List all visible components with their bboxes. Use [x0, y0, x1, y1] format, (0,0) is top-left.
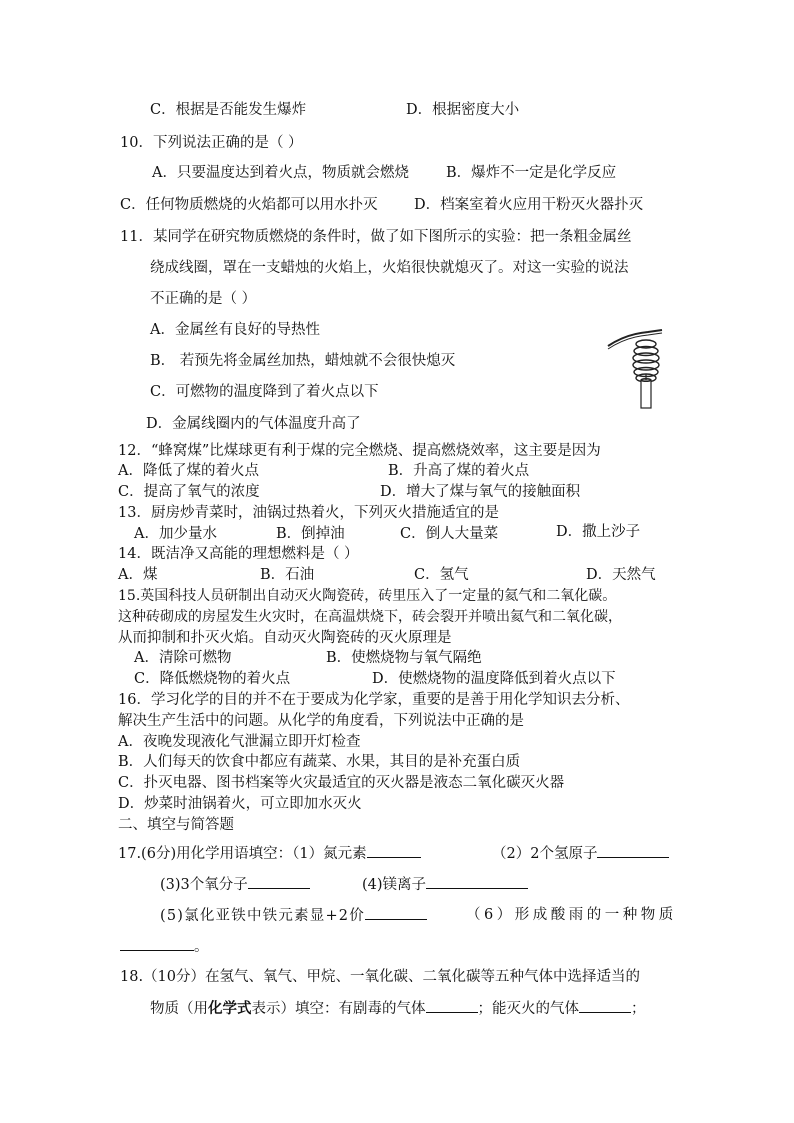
q15-stem-line1: 15.英国科技人员研制出自动灭火陶瓷砖，砖里压入了一定量的氦气和二氧化碳。 — [118, 588, 617, 604]
q14-option-d: D．天然气 — [586, 567, 656, 583]
q17-part4 — [362, 874, 528, 895]
q17-line1 — [118, 843, 421, 864]
q18-stem-2b: 化学式 — [208, 1000, 252, 1017]
q17-blank-5[interactable] — [365, 905, 427, 920]
q15-option-c: C．降低燃烧物的着火点 — [134, 671, 291, 687]
q9-option-d: D．根据密度大小 — [406, 102, 520, 118]
q11-stem-line1: 11．某同学在研究物质燃烧的条件时，做了如下图所示的实验：把一条粗金属丝 — [120, 229, 632, 245]
q10-option-a: A．只要温度达到着火点，物质就会燃烧 — [152, 165, 409, 181]
q18-stem-2a: 物质（用 — [150, 1001, 208, 1017]
q11-option-c: C．可燃物的温度降到了着火点以下 — [150, 384, 379, 400]
q18-stem-2d: ；能灭火的气体 — [477, 1001, 579, 1017]
q15-option-a: A．清除可燃物 — [134, 650, 232, 666]
q16-stem-line2: 解决生产生活中的问题。从化学的角度看，下列说法中正确的是 — [118, 713, 524, 729]
q14-stem: 14．既洁净又高能的理想燃料是（ ） — [118, 546, 359, 562]
q11-option-a: A．金属丝有良好的导热性 — [150, 322, 320, 338]
q17-blank-4[interactable] — [426, 874, 528, 889]
candle-with-wire-coil-icon — [604, 324, 666, 412]
q12-option-c: C．提高了氧气的浓度 — [118, 484, 260, 500]
q15-stem-line3: 从而抑制和扑灭火焰。自动灭火陶瓷砖的灭火原理是 — [118, 630, 452, 646]
q13-option-a: A．加少量水 — [134, 526, 217, 542]
q11-stem-line3: 不正确的是（ ） — [150, 291, 257, 307]
q11-option-b: B． 若预先将金属丝加热，蜡烛就不会很快熄灭 — [150, 353, 456, 369]
q12-stem: 12．“蜂窝煤”比煤球更有利于煤的完全燃烧、提高燃烧效率，这主要是因为 — [118, 443, 601, 459]
q17-line4 — [120, 936, 209, 957]
q14-option-c: C．氢气 — [414, 567, 469, 583]
q12-option-d: D．增大了煤与氧气的接触面积 — [380, 484, 581, 500]
q17-part3-label: (3)3个氧分子 — [160, 877, 248, 893]
q11-option-d: D．金属线圈内的气体温度升高了 — [146, 416, 361, 432]
q16-stem-line1: 16．学习化学的目的并不在于要成为化学家，重要的是善于用化学知识去分析、 — [118, 692, 630, 708]
q10-option-d: D．档案室着火应用干粉灭火器扑灭 — [414, 197, 644, 213]
q10-option-c: C．任何物质燃烧的火焰都可以用水扑灭 — [120, 197, 378, 213]
q17-stem: 17.(6分)用化学用语填空：（1）氮元素 — [118, 846, 367, 862]
q17-end: 。 — [194, 939, 209, 955]
q12-option-a: A．降低了煤的着火点 — [118, 463, 259, 479]
q18-blank-2[interactable] — [579, 998, 631, 1013]
q17-part2 — [492, 843, 669, 864]
q10-option-b: B．爆炸不一定是化学反应 — [446, 165, 617, 181]
q17-part4-label: (4)镁离子 — [362, 877, 427, 893]
q11-stem-line2: 绕成线圈，罩在一支蜡烛的火焰上，火焰很快就熄灭了。对这一实验的说法 — [150, 260, 629, 276]
q15-option-d: D．使燃烧物的温度降低到着火点以下 — [372, 671, 616, 687]
q16-option-b: B．人们每天的饮食中都应有蔬菜、水果，其目的是补充蛋白质 — [118, 754, 521, 770]
q17-part3 — [160, 874, 310, 895]
q13-stem: 13．厨房炒青菜时，油锅过热着火，下列灭火措施适宜的是 — [118, 505, 499, 521]
q17-part5-label: (5)氯化亚铁中铁元素显+2价 — [160, 908, 365, 924]
q15-option-b: B．使燃烧物与氧气隔绝 — [326, 650, 482, 666]
q18-stem-2c: 表示）填空：有剧毒的气体 — [251, 1001, 426, 1017]
q9-option-c: C．根据是否能发生爆炸 — [150, 102, 307, 118]
q14-option-a: A．煤 — [118, 567, 158, 583]
q13-option-c: C．倒人大量菜 — [400, 526, 499, 542]
q16-option-a: A．夜晚发现液化气泄漏立即开灯检查 — [118, 734, 361, 750]
q17-blank-6[interactable] — [120, 936, 194, 951]
q17-blank-3[interactable] — [248, 874, 310, 889]
q16-option-c: C．扑灭电器、图书档案等火灾最适宜的灭火器是液态二氧化碳灭火器 — [118, 775, 565, 791]
section-title: 二、填空与简答题 — [118, 817, 234, 833]
q16-option-d: D．炒菜时油锅着火，可立即加水灭火 — [118, 796, 362, 812]
q18-stem-line1: 18.（10分）在氢气、氧气、甲烷、一氧化碳、二氧化碳等五种气体中选择适当的 — [120, 969, 641, 985]
q17-part5 — [160, 905, 427, 926]
q18-blank-1[interactable] — [426, 998, 478, 1013]
q17-part2-label: （2）2个氢原子 — [492, 846, 598, 862]
q15-stem-line2: 这种砖砌成的房屋发生火灾时，在高温烘烧下，砖会裂开并喷出氦气和二氧化碳， — [118, 609, 622, 625]
q17-part6-label: （6）形成酸雨的一种物质 — [466, 907, 677, 923]
q14-option-b: B．石油 — [260, 567, 315, 583]
q10-stem: 10．下列说法正确的是（ ） — [120, 135, 303, 151]
q17-blank-1[interactable] — [367, 843, 421, 858]
q12-option-b: B．升高了煤的着火点 — [388, 463, 530, 479]
q13-option-d: D．撒上沙子 — [556, 524, 641, 540]
q18-stem-line2 — [150, 998, 646, 1019]
q18-stem-2e: ； — [631, 1001, 646, 1017]
q17-blank-2[interactable] — [597, 843, 669, 858]
q13-option-b: B．倒掉油 — [276, 526, 345, 542]
